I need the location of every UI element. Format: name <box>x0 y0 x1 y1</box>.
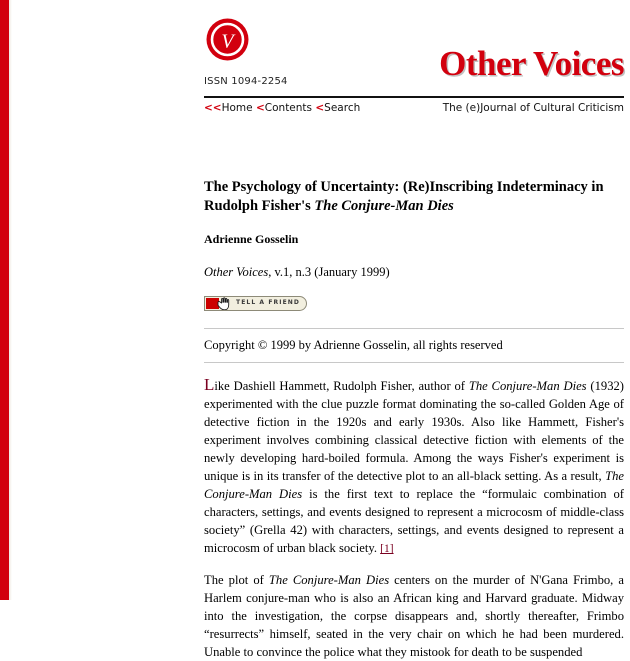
issn-label: ISSN 1094-2254 <box>204 76 288 87</box>
body-text: The plot of <box>204 572 269 587</box>
home-chevron-icon: << <box>204 102 222 114</box>
journal-title: Other Voices <box>439 44 624 83</box>
masthead <box>204 0 624 124</box>
nav-link-home[interactable]: Home <box>221 102 253 114</box>
italic-title-text: The Conjure-Man Dies <box>468 379 587 394</box>
body-paragraph-2 <box>204 558 624 661</box>
svg-text:V: V <box>221 30 234 53</box>
tell-a-friend-button[interactable] <box>204 296 307 311</box>
journal-tagline: The (e)Journal of Cultural Criticism <box>442 102 624 114</box>
issue-volume-date: , v.1, n.3 (January 1999) <box>268 265 390 280</box>
italic-title-text: The Conjure-Man Dies <box>268 572 390 587</box>
search-chevron-icon: < <box>315 102 325 114</box>
issn-row <box>204 44 624 95</box>
body-paragraph-1 <box>204 363 624 557</box>
footnote-link[interactable]: [1] <box>380 543 394 556</box>
tell-a-friend-label: TELL A FRIEND <box>236 299 301 307</box>
page-title <box>204 178 624 216</box>
left-stripe-shadow <box>9 0 12 600</box>
italic-title-text: The Conjure-Man Dies <box>204 469 624 502</box>
body-text: is the first text to replace the “formulaic combination of characters, settings, and events designed to represent a microcosm of middle-class society” (Grella 42) with characters, settings, and events designed to represent a microcosm of urban black society. <box>204 487 624 556</box>
issue-journal-name: Other Voices <box>204 265 269 280</box>
body-text: centers on the murder of N'Gana Frimbo, a Harlem conjure-man who is also an African king and Harvard graduate. Midway into the investigation, the corpse disappears and, shortly thereafter, Frimbo “resurrects” himself, seated in the very chair on which he had been murdered. Unable to convince the police what they mistook for death to be suspended <box>204 572 624 659</box>
issue-citation <box>204 265 624 280</box>
contents-chevron-icon: < <box>255 102 265 114</box>
breadcrumb-nav <box>204 102 360 114</box>
nav-row <box>204 98 624 124</box>
pointing-hand-icon <box>217 297 233 311</box>
nav-link-contents[interactable]: Contents <box>264 102 313 114</box>
nav-link-search[interactable]: Search <box>324 102 361 114</box>
article <box>204 178 624 661</box>
left-red-stripe <box>0 0 9 600</box>
article-title-line2-italic: The Conjure-Man Dies <box>314 198 454 215</box>
body-text: (1932) experimented with the clue puzzle format dominating the so-called Golden Age of detective fiction in the 1920s and early 1930s. Also like Hammett, Fisher's experiment involves combining classical detective fiction with elements of the newly developing hard-boiled formula. Among the ways Fisher's experiment is unique is in its transfer of the detective plot to an all-black setting. As a result, <box>204 379 624 484</box>
copyright-notice: Copyright © 1999 by Adrienne Gosselin, all rights reserved <box>204 338 503 353</box>
paragraph-dropcap: L <box>204 375 215 395</box>
article-title-line1: The Psychology of Uncertainty: (Re)Inscribing Indeterminacy in <box>204 179 604 195</box>
circled-v-logo-icon[interactable] <box>205 17 250 62</box>
article-author: Adrienne Gosselin <box>204 232 299 247</box>
article-title-line2-plain: Rudolph Fisher's <box>204 198 315 215</box>
body-text: ike Dashiell Hammett, Rudolph Fisher, author of <box>214 379 469 394</box>
